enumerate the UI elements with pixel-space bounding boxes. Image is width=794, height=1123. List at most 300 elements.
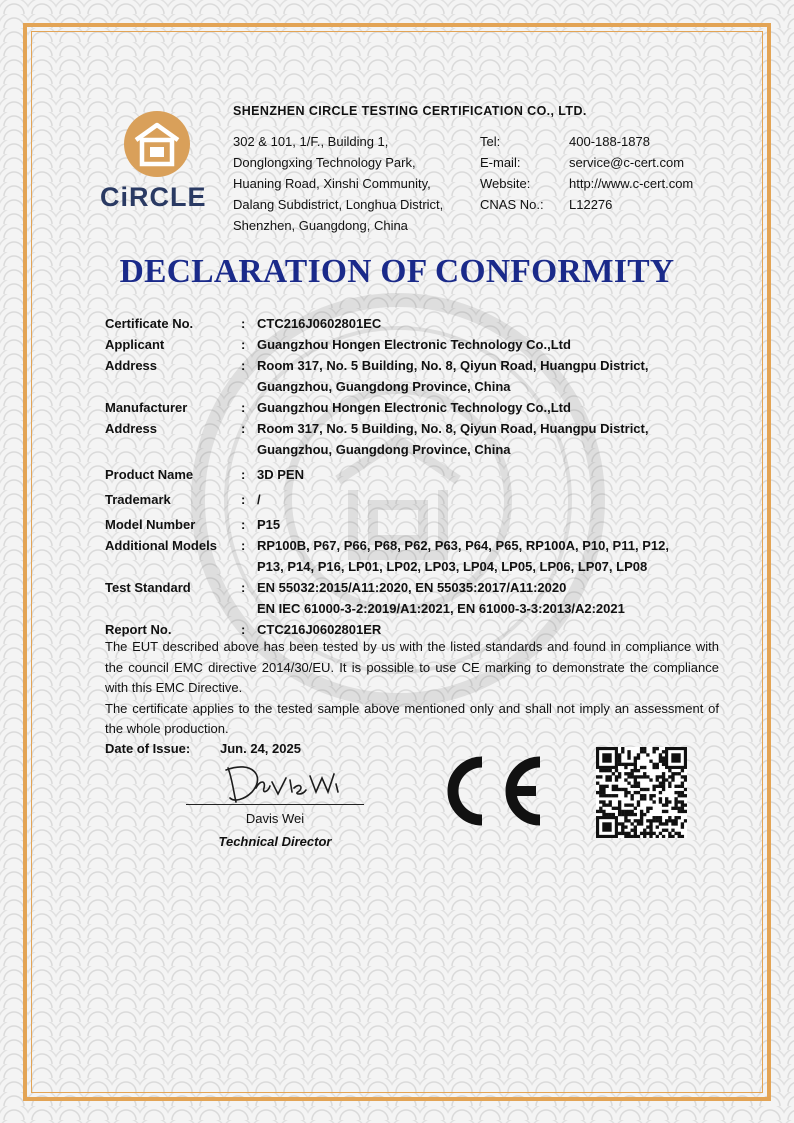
issuer-address [233,131,443,236]
qr-module [674,800,677,803]
qr-module [602,788,605,791]
qr-module [643,835,646,838]
qr-module [652,832,655,835]
qr-module [643,750,646,753]
signatory-title: Technical Director [218,834,332,849]
qr-module [602,803,605,806]
qr-module [662,763,665,766]
field-value-line: Guangzhou, Guangdong Province, China [257,379,511,394]
qr-module [596,810,599,813]
qr-module [602,791,605,794]
field-value-line: / [257,492,261,507]
qr-module [599,788,602,791]
contact-value: service@c-cert.com [569,155,685,170]
qr-module [681,810,684,813]
qr-module [646,810,649,813]
field-value-line: EN 55032:2015/A11:2020, EN 55035:2017/A11:2020 [257,580,567,595]
qr-module [612,788,615,791]
qr-module [621,813,624,816]
qr-module [634,756,637,759]
qr-module [624,791,627,794]
qr-module [656,775,659,778]
qr-module [649,825,652,828]
qr-module [618,810,621,813]
qr-module [684,819,687,822]
qr-module [659,760,662,763]
qr-module [646,788,649,791]
qr-module [609,778,612,781]
qr-module [627,775,630,778]
qr-module [640,788,643,791]
qr-module [681,794,684,797]
qr-module [656,825,659,828]
qr-module [634,763,637,766]
qr-module [631,810,634,813]
qr-module [634,760,637,763]
qr-module [615,807,618,810]
qr-module [634,782,637,785]
issue-date-value: Jun. 24, 2025 [220,741,301,756]
qr-module [643,766,646,769]
field-value-line: 3D PEN [257,467,304,482]
qr-module [649,794,652,797]
qr-module [659,832,662,835]
qr-module [681,825,684,828]
qr-module [624,832,627,835]
qr-module [627,750,630,753]
qr-module [646,825,649,828]
qr-module [662,750,665,753]
qr-module [674,816,677,819]
qr-module [637,800,640,803]
qr-module [631,822,634,825]
field-value [257,489,725,510]
qr-module [631,775,634,778]
qr-module [652,747,655,750]
qr-module [618,822,621,825]
field-row [105,577,725,619]
contact-value: http://www.c-cert.com [569,176,694,191]
field-value-line: Room 317, No. 5 Building, No. 8, Qiyun Road, Huangpu District, [257,421,649,436]
qr-module [681,803,684,806]
qr-module [602,813,605,816]
address-line: Donglongxing Technology Park, [233,155,416,170]
qr-module [634,807,637,810]
qr-module [624,763,627,766]
qr-module [624,772,627,775]
qr-module [678,835,681,838]
qr-module [599,807,602,810]
qr-module [621,750,624,753]
field-label: Product Name [105,467,194,482]
qr-module [662,772,665,775]
qr-module [618,803,621,806]
qr-module [637,803,640,806]
qr-module [627,782,630,785]
qr-module [637,785,640,788]
qr-module [652,800,655,803]
qr-module [678,772,681,775]
qr-module [668,782,671,785]
qr-module [624,766,627,769]
qr-module [615,785,618,788]
contact-value: 400-188-1878 [569,134,650,149]
qr-module [656,785,659,788]
field-colon: : [241,467,246,482]
qr-module [599,769,602,772]
qr-module [605,769,608,772]
qr-module [599,775,602,778]
qr-module [634,832,637,835]
field-value [257,355,725,397]
qr-module [640,832,643,835]
qr-module [624,835,627,838]
field-row [105,535,725,577]
qr-module [656,766,659,769]
field-value-line: RP100B, P67, P66, P68, P62, P63, P64, P65, RP100A, P10, P11, P12, [257,538,669,553]
qr-module [659,797,662,800]
qr-module [665,800,668,803]
qr-module [684,775,687,778]
qr-module [615,794,618,797]
qr-module [684,788,687,791]
qr-module [621,788,624,791]
qr-module [646,832,649,835]
qr-module [656,763,659,766]
qr-module [637,769,640,772]
issuer-contacts [480,131,693,215]
qr-module [668,775,671,778]
qr-module [631,785,634,788]
qr-module [612,772,615,775]
qr-module [615,778,618,781]
qr-module [609,800,612,803]
qr-module [662,822,665,825]
qr-code-icon [596,747,687,838]
qr-module [665,829,668,832]
qr-module [634,785,637,788]
qr-module [618,772,621,775]
qr-module [674,772,677,775]
qr-module [652,766,655,769]
qr-module [643,747,646,750]
qr-module [596,775,599,778]
qr-module [602,810,605,813]
qr-module [674,807,677,810]
qr-module [640,819,643,822]
qr-module [671,775,674,778]
qr-module [659,819,662,822]
qr-module [643,829,646,832]
qr-module [637,819,640,822]
qr-module [674,791,677,794]
qr-module [662,785,665,788]
qr-module [605,803,608,806]
field-colon: : [241,580,246,595]
qr-module [678,791,681,794]
document-title: DECLARATION OF CONFORMITY [119,253,675,290]
field-label: Trademark [105,492,171,507]
qr-module [640,822,643,825]
qr-module [640,810,643,813]
qr-module [627,832,630,835]
qr-module [618,800,621,803]
qr-module [668,832,671,835]
qr-module [659,785,662,788]
qr-module [668,800,671,803]
qr-module [612,794,615,797]
qr-module [602,794,605,797]
qr-module [609,775,612,778]
qr-module [640,775,643,778]
qr-module [656,816,659,819]
qr-module [618,775,621,778]
qr-module [618,832,621,835]
qr-module [662,778,665,781]
field-label: Address [105,421,158,436]
address-line: Dalang Subdistrict, Longhua District, [233,197,444,212]
qr-module [671,819,674,822]
qr-module [671,772,674,775]
field-value [257,577,725,619]
qr-module [612,785,615,788]
qr-module [602,800,605,803]
qr-module [662,810,665,813]
qr-module [618,807,621,810]
qr-module [646,807,649,810]
qr-module [649,797,652,800]
qr-module [640,816,643,819]
qr-module [621,822,624,825]
qr-module [662,782,665,785]
qr-module [674,785,677,788]
qr-module [634,825,637,828]
qr-module [640,747,643,750]
qr-module [634,769,637,772]
qr-module [671,835,674,838]
qr-module [624,816,627,819]
field-colon: : [241,492,246,507]
qr-module [599,794,602,797]
field-label: Test Standard [105,580,191,595]
field-row [105,355,725,397]
qr-module [621,747,624,750]
field-colon: : [241,337,246,352]
qr-module [599,785,602,788]
qr-module [678,832,681,835]
qr-module [656,835,659,838]
field-value [257,514,725,535]
field-value-line: P13, P14, P16, LP01, LP02, LP03, LP04, LP05, LP06, LP07, LP08 [257,559,648,574]
qr-module [605,778,608,781]
qr-module [662,835,665,838]
qr-module [631,835,634,838]
qr-module [624,794,627,797]
qr-module [640,797,643,800]
qr-module [615,775,618,778]
qr-module [627,835,630,838]
qr-module [618,813,621,816]
qr-module [637,791,640,794]
field-label: Certificate No. [105,316,194,331]
qr-module [596,791,599,794]
qr-module [659,782,662,785]
field-colon: : [241,517,246,532]
qr-module [671,829,674,832]
qr-module [659,822,662,825]
qr-module [662,829,665,832]
field-row [105,313,725,334]
qr-finder [602,822,611,831]
qr-module [631,769,634,772]
qr-module [665,810,668,813]
qr-module [659,800,662,803]
qr-module [624,803,627,806]
qr-module [652,788,655,791]
field-colon: : [241,316,246,331]
qr-module [627,813,630,816]
qr-module [599,810,602,813]
field-value-line: Guangzhou Hongen Electronic Technology Co.,Ltd [257,400,571,415]
qr-module [618,763,621,766]
qr-module [627,753,630,756]
qr-module [674,797,677,800]
qr-module [665,778,668,781]
qr-module [609,803,612,806]
qr-module [646,819,649,822]
field-label: Applicant [105,337,165,352]
qr-module [652,750,655,753]
field-label: Manufacturer [105,400,188,415]
qr-module [652,819,655,822]
qr-module [627,819,630,822]
qr-module [631,797,634,800]
field-row [105,418,725,460]
field-label: Additional Models [105,538,217,553]
qr-module [621,810,624,813]
qr-module [646,753,649,756]
qr-module [659,791,662,794]
address-line: Shenzhen, Guangdong, China [233,218,408,233]
qr-module [634,813,637,816]
qr-finder [671,753,680,762]
compliance-statement: The EUT described above has been tested by us with the listed standards and found in compliance with the council EMC directive 2014/30/EU. It is possible to use CE marking to demonstrate the compliance with this EMC Directive. [105,639,719,695]
qr-module [681,835,684,838]
qr-module [624,778,627,781]
qr-module [618,756,621,759]
qr-module [637,835,640,838]
qr-module [596,782,599,785]
ce-mark-icon [440,752,548,830]
contact-label: Website: [480,176,531,191]
qr-module [649,819,652,822]
qr-module [643,788,646,791]
qr-module [649,835,652,838]
qr-module [605,813,608,816]
qr-module [609,769,612,772]
signature-line [186,804,364,805]
qr-module [678,794,681,797]
field-value-line: Guangzhou Hongen Electronic Technology Co.,Ltd [257,337,571,352]
qr-module [643,775,646,778]
qr-module [652,794,655,797]
qr-module [624,819,627,822]
qr-module [637,822,640,825]
issuer-name: SHENZHEN CIRCLE TESTING CERTIFICATION CO., LTD. [233,104,587,118]
qr-module [624,813,627,816]
qr-module [662,803,665,806]
field-label: Model Number [105,517,196,532]
field-value-line: CTC216J0602801EC [257,316,382,331]
qr-module [678,816,681,819]
qr-module [621,825,624,828]
qr-module [649,832,652,835]
qr-module [631,772,634,775]
qr-module [659,753,662,756]
qr-module [656,747,659,750]
qr-module [627,810,630,813]
field-row [105,514,725,535]
qr-module [621,832,624,835]
qr-module [674,832,677,835]
qr-module [665,803,668,806]
qr-module [640,766,643,769]
contact-row-tel [480,131,693,152]
qr-module [656,778,659,781]
qr-module [681,775,684,778]
qr-module [681,791,684,794]
qr-module [668,835,671,838]
qr-module [605,794,608,797]
qr-module [671,778,674,781]
qr-module [631,794,634,797]
qr-module [681,822,684,825]
qr-module [634,791,637,794]
qr-module [634,766,637,769]
qr-module [605,785,608,788]
qr-module [652,763,655,766]
qr-module [599,800,602,803]
certificate-fields [105,313,725,640]
contact-row-email [480,152,693,173]
qr-module [602,785,605,788]
qr-module [627,772,630,775]
qr-module [681,785,684,788]
field-value [257,418,725,460]
qr-module [602,769,605,772]
qr-module [681,800,684,803]
qr-module [612,813,615,816]
qr-module [668,769,671,772]
qr-module [674,819,677,822]
qr-module [665,819,668,822]
qr-module [656,819,659,822]
qr-module [678,800,681,803]
qr-module [627,803,630,806]
qr-module [634,835,637,838]
qr-module [646,775,649,778]
qr-module [637,756,640,759]
qr-module [634,819,637,822]
qr-module [649,807,652,810]
qr-module [649,829,652,832]
qr-module [668,819,671,822]
qr-module [665,822,668,825]
qr-module [662,775,665,778]
qr-module [652,816,655,819]
qr-module [652,785,655,788]
qr-module [615,788,618,791]
